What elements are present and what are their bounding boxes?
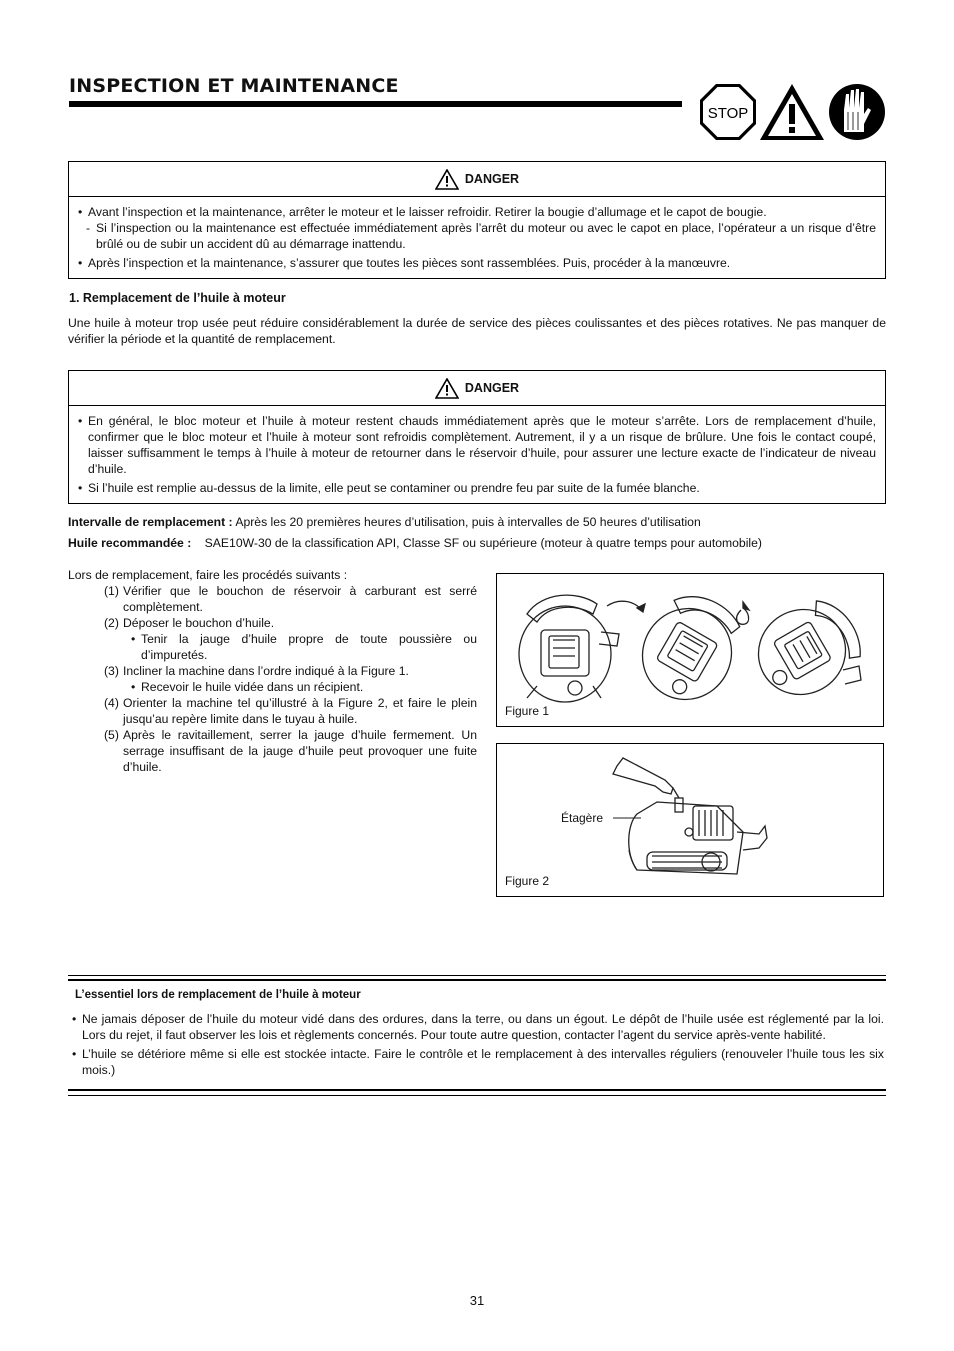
danger-item: • Avant l’inspection et la maintenance, arrêter le moteur et le laisser refroidir. Retirer la bougie d’allumage et le capot de bougie. bbox=[78, 204, 876, 220]
danger-header bbox=[69, 371, 885, 406]
essentials-top-rule bbox=[68, 975, 886, 976]
essentials-body bbox=[72, 1011, 884, 1081]
danger-box-inspection bbox=[68, 161, 886, 279]
danger-header bbox=[69, 162, 885, 197]
rotation-arrow-icon bbox=[607, 601, 643, 612]
figure-2-caption: Figure 2 bbox=[505, 874, 550, 888]
danger-label: DANGER bbox=[464, 381, 520, 395]
engine-side-view-icon bbox=[629, 798, 767, 874]
figure-2-label-shelf: Étagère bbox=[561, 811, 604, 825]
spec-interval-value: Après les 20 premières heures d’utilisation, puis à intervalles de 50 heures d’utilisation bbox=[235, 515, 701, 529]
oil-bottle-icon bbox=[613, 758, 679, 798]
procedure-intro: Lors de remplacement, faire les procédés suivants : bbox=[68, 568, 348, 582]
spec-interval-label: Intervalle de remplacement : bbox=[68, 515, 233, 529]
procedure-step: (4) Orienter la machine tel qu’illustré à la Figure 2, et faire le plein jusqu’au repère limite dans le tuyau à huile. bbox=[104, 696, 477, 726]
danger-box-oil bbox=[68, 370, 886, 504]
stop-sign-label: STOP bbox=[707, 105, 749, 122]
blower-tilted-more-icon bbox=[743, 587, 872, 710]
safety-icons bbox=[698, 80, 888, 144]
title-underline bbox=[69, 101, 682, 107]
figure-1 bbox=[496, 573, 884, 727]
procedure-substep: • Tenir la jauge d’huile propre de toute poussière ou d’impuretés. bbox=[68, 631, 477, 663]
procedure-step: (3) Incliner la machine dans l’ordre indiqué à la Figure 1. bbox=[104, 664, 409, 678]
essentials-title: L’essentiel lors de remplacement de l’huile à moteur bbox=[75, 989, 361, 1001]
spec-oil-label: Huile recommandée : bbox=[68, 536, 192, 550]
page-number: 31 bbox=[469, 1293, 485, 1308]
danger-label: DANGER bbox=[464, 172, 520, 186]
section-heading: 1. Remplacement de l’huile à moteur bbox=[69, 291, 286, 305]
danger-item: • Après l’inspection et la maintenance, s’assurer que toutes les pièces sont rassemblées. Puis, procéder à la manœuvre. bbox=[78, 255, 876, 271]
essentials-item: • Ne jamais déposer de l’huile du moteur vidé dans des ordures, dans la terre, ou dans un égout. Le dépôt de l’huile usée est réglementé par la loi. Lors du rejet, il faut observer les lois et règlements concernés. Pour toute autre question, contacter l’agent du service après-vente habilité. bbox=[72, 1011, 884, 1043]
essentials-item: • L’huile se détériore même si elle est stockée intacte. Faire le contrôle et le remplacement à des intervalles réguliers (renouveler l’huile tous les six mois.) bbox=[72, 1046, 884, 1078]
blower-upright-icon bbox=[519, 595, 619, 702]
gloves-icon bbox=[829, 84, 885, 140]
danger-item: • Si l’huile est remplie au-dessus de la limite, elle peut se contaminer ou prendre feu par suite de la fumée blanche. bbox=[78, 480, 876, 496]
warning-icon bbox=[435, 378, 459, 399]
essentials-top-rule-2 bbox=[68, 979, 886, 981]
figure-1-illustration bbox=[497, 574, 883, 726]
rotation-arrow-icon bbox=[737, 608, 749, 624]
essentials-bottom-rule-2 bbox=[68, 1095, 886, 1096]
page-title: INSPECTION ET MAINTENANCE bbox=[69, 75, 399, 97]
procedure-step: (1) Vérifier que le bouchon de réservoir à carburant est serré complètement. bbox=[104, 584, 477, 614]
spec-oil bbox=[68, 535, 886, 551]
figure-2-illustration bbox=[497, 744, 883, 896]
procedure-step: (5) Après le ravitaillement, serrer la jauge d’huile fermement. Un serrage insuffisant de la jauge d’huile peut provoquer une fuite d’huile. bbox=[104, 728, 477, 774]
danger-body bbox=[69, 406, 885, 505]
spec-oil-value: SAE10W-30 de la classification API, Classe SF ou supérieure (moteur à quatre temps pour automobile) bbox=[204, 536, 762, 550]
stop-sign-icon bbox=[700, 84, 756, 140]
procedure-list bbox=[68, 567, 477, 775]
danger-item: • En général, le bloc moteur et l’huile à moteur restent chauds immédiatement après que le moteur s’arrête. Lors de remplacement d’huile, confirmer que le bloc moteur et l’huile à moteur sont refroidis complètement. Autrement, il y a un risque de brûlure. Une fois le contact coupé, laisser suffisamment le temps à l’huile à moteur de retourner dans le réservoir d’huile, pour assurer une lecture exacte de l’indicateur de niveau d’huile. bbox=[78, 413, 876, 477]
procedure-substep: • Recevoir le huile vidée dans un récipient. bbox=[68, 679, 477, 695]
figure-1-caption: Figure 1 bbox=[505, 704, 550, 718]
essentials-bottom-rule bbox=[68, 1089, 886, 1091]
figure-2 bbox=[496, 743, 884, 897]
spec-interval bbox=[68, 514, 886, 530]
procedure-step: (2) Déposer le bouchon d’huile. bbox=[104, 616, 275, 630]
section-intro: Une huile à moteur trop usée peut réduire considérablement la durée de service des pièces coulissantes et des pièces rotatives. Ne pas manquer de vérifier la période et la quantité de remplacement. bbox=[68, 316, 886, 346]
danger-body bbox=[69, 197, 885, 280]
danger-subitem: - Si l’inspection ou la maintenance est effectuée immédiatement après l’arrêt du moteur ou avec le capot en place, l’opérateur a un risque d’être brûlé ou de subir un accident dû au démarrage inattendu. bbox=[78, 220, 876, 252]
warning-triangle-icon bbox=[760, 84, 824, 140]
warning-icon bbox=[435, 169, 459, 190]
blower-tilted-icon bbox=[626, 581, 755, 716]
